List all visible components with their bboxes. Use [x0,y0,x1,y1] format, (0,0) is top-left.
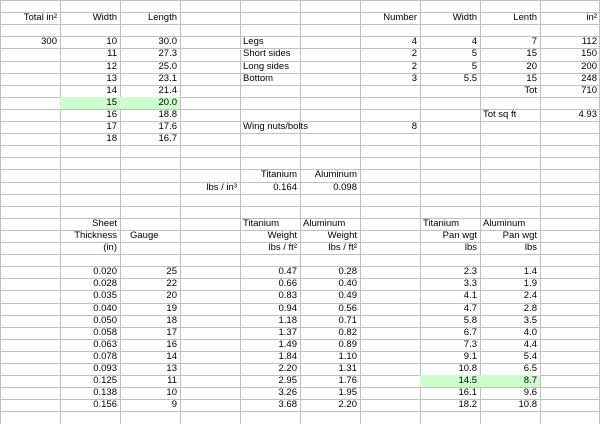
gauge-cell[interactable]: 13 [166,363,177,374]
al-weight-cell[interactable]: 1.95 [338,387,357,398]
ti-pan-cell[interactable]: 4.7 [463,303,477,314]
width-cell[interactable]: 13 [106,73,117,84]
ti-weight-cell[interactable]: 0.66 [278,278,297,289]
ti-weight-cell[interactable]: 2.20 [278,363,297,374]
thickness-cell[interactable]: 0.063 [93,339,117,350]
aluminum-weight-header-line[interactable]: Weight [327,230,357,241]
ti-pan-cell[interactable]: 14.5 [420,375,480,387]
width-cell[interactable]: 14 [106,85,117,96]
lenth-header[interactable]: Lenth [513,12,537,23]
sheet-thickness-header-line[interactable]: (in) [103,242,117,253]
width-cell[interactable]: 15 [60,97,120,109]
density-aluminum-header[interactable]: Aluminum [314,169,357,180]
gauge-cell[interactable]: 20 [166,290,177,301]
aluminum-pan-header-line[interactable]: Pan wgt [502,230,537,241]
density-titanium-header[interactable]: Titanium [260,169,297,180]
thickness-cell[interactable]: 0.020 [93,266,117,277]
part-width[interactable]: 5.5 [463,73,477,84]
part-area[interactable]: 200 [581,61,597,72]
al-weight-cell[interactable]: 1.10 [338,351,357,362]
part-width[interactable]: 4 [471,36,477,47]
al-pan-cell[interactable]: 2.4 [523,290,537,301]
al-weight-cell[interactable]: 1.76 [338,375,357,386]
part-number[interactable]: 4 [411,36,417,47]
part-name[interactable]: Bottom [243,73,274,84]
al-weight-cell[interactable]: 0.56 [338,303,357,314]
gauge-cell[interactable]: 18 [166,315,177,326]
length-cell[interactable]: 30.0 [158,36,177,47]
density-titanium-value[interactable]: 0.164 [273,182,297,193]
density-units-label[interactable]: lbs / in³ [206,182,237,193]
length-cell[interactable]: 25.0 [158,61,177,72]
al-pan-cell[interactable]: 9.6 [523,387,537,398]
ti-weight-cell[interactable]: 1.84 [278,351,297,362]
ti-pan-cell[interactable]: 18.2 [458,399,477,410]
ti-pan-cell[interactable]: 4.1 [463,290,477,301]
al-pan-cell[interactable]: 10.8 [518,399,537,410]
al-weight-cell[interactable]: 0.28 [338,266,357,277]
part-area[interactable]: 150 [581,48,597,59]
thickness-cell[interactable]: 0.156 [93,399,117,410]
gauge-cell[interactable]: 14 [166,351,177,362]
ti-weight-cell[interactable]: 1.49 [278,339,297,350]
part-name[interactable]: Legs [243,36,264,47]
al-weight-cell[interactable]: 0.40 [338,278,357,289]
width-cell[interactable]: 12 [106,61,117,72]
ti-pan-cell[interactable]: 16.1 [458,387,477,398]
al-pan-cell[interactable]: 3.5 [523,315,537,326]
total-value[interactable]: 300 [41,36,57,47]
thickness-cell[interactable]: 0.138 [93,387,117,398]
thickness-cell[interactable]: 0.028 [93,278,117,289]
ti-weight-cell[interactable]: 0.94 [278,303,297,314]
length-cell[interactable]: 17.6 [158,121,177,132]
number-header[interactable]: Number [383,12,417,23]
ti-pan-cell[interactable]: 2.3 [463,266,477,277]
length-cell[interactable]: 18.8 [158,109,177,120]
gauge-cell[interactable]: 25 [166,266,177,277]
al-pan-cell[interactable]: 6.5 [523,363,537,374]
ti-pan-cell[interactable]: 10.8 [458,363,477,374]
gauge-cell[interactable]: 22 [166,278,177,289]
wing-nuts-label[interactable]: Wing nuts/bolts [243,121,308,132]
length-cell[interactable]: 16.7 [158,133,177,144]
thickness-cell[interactable]: 0.035 [93,290,117,301]
width-cell[interactable]: 16 [106,109,117,120]
ti-weight-cell[interactable]: 1.37 [278,327,297,338]
aluminum-weight-header-line[interactable]: lbs / ft² [328,242,357,253]
aluminum-pan-header-line[interactable]: Aluminum [483,218,526,229]
area-header-text: in² [586,12,597,23]
length-cell[interactable]: 20.0 [120,97,180,109]
part-length[interactable]: 7 [531,36,537,47]
area-header[interactable] [540,12,600,24]
part-name[interactable]: Long sides [243,61,289,72]
al-weight-cell[interactable]: 0.49 [338,290,357,301]
gauge-header[interactable]: Gauge [130,230,159,241]
part-area[interactable]: 112 [581,36,597,47]
titanium-pan-header-line[interactable]: lbs [464,242,477,253]
ti-pan-cell[interactable]: 3.3 [463,278,477,289]
length-header[interactable]: Length [147,12,177,23]
thickness-cell[interactable]: 0.050 [93,315,117,326]
al-weight-cell[interactable]: 0.82 [338,327,357,338]
wing-nuts-value[interactable]: 8 [411,121,417,132]
gauge-cell[interactable]: 9 [171,399,177,410]
ti-pan-cell[interactable]: 5.8 [463,315,477,326]
ti-pan-cell[interactable]: 6.7 [463,327,477,338]
al-pan-cell[interactable]: 1.9 [523,278,537,289]
al-pan-cell[interactable]: 2.8 [523,303,537,314]
parts-width-header[interactable]: Width [452,12,477,23]
thickness-cell[interactable]: 0.093 [93,363,117,374]
gauge-cell[interactable]: 19 [166,303,177,314]
width-cell[interactable]: 17 [106,121,117,132]
ti-weight-cell[interactable]: 2.95 [278,375,297,386]
titanium-weight-header-line[interactable]: Titanium [243,218,280,229]
part-number[interactable]: 3 [411,73,417,84]
ti-pan-cell[interactable]: 7.3 [463,339,477,350]
tot-sqft-label[interactable]: Tot sq ft [483,109,517,120]
gauge-cell[interactable]: 11 [167,375,177,386]
density-aluminum-value[interactable]: 0.098 [333,182,357,193]
al-weight-cell[interactable]: 0.71 [338,315,357,326]
part-length[interactable]: 15 [526,48,537,59]
part-number[interactable]: 2 [411,48,417,59]
ti-weight-cell[interactable]: 0.83 [278,290,297,301]
ti-weight-cell[interactable]: 0.47 [278,266,297,277]
al-pan-cell[interactable]: 8.7 [480,375,540,387]
part-length[interactable]: 20 [526,61,537,72]
titanium-pan-header-line[interactable]: Titanium [423,218,460,229]
part-area[interactable]: 248 [581,73,597,84]
aluminum-pan-header-line[interactable]: lbs [524,242,537,253]
al-pan-cell[interactable]: 4.4 [523,339,537,350]
thickness-cell[interactable]: 0.040 [93,303,117,314]
tot-value[interactable]: 710 [581,85,597,96]
tot-sqft-value[interactable]: 4.93 [578,109,597,120]
thickness-cell[interactable]: 0.125 [93,375,117,386]
titanium-weight-header-line[interactable]: Weight [267,230,297,241]
al-weight-cell[interactable]: 1.31 [338,363,357,374]
gauge-cell[interactable]: 17 [166,327,177,338]
thickness-cell[interactable]: 0.078 [93,351,117,362]
titanium-weight-header-line[interactable]: lbs / ft² [268,242,297,253]
al-weight-cell[interactable]: 0.89 [338,339,357,350]
part-length[interactable]: 15 [526,73,537,84]
part-width[interactable]: 5 [471,48,477,59]
ti-weight-cell[interactable]: 1.18 [278,315,297,326]
sheet-thickness-header-line[interactable]: Thickness [74,230,117,241]
al-pan-cell[interactable]: 4.0 [523,327,537,338]
titanium-pan-header-line[interactable]: Pan wgt [442,230,477,241]
part-name[interactable]: Short sides [243,48,291,59]
ti-weight-cell[interactable]: 3.68 [278,399,297,410]
sheet-thickness-header-line[interactable]: Sheet [92,218,117,229]
thickness-cell[interactable]: 0.058 [93,327,117,338]
width-cell[interactable]: 18 [106,133,117,144]
aluminum-weight-header-line[interactable]: Aluminum [303,218,346,229]
part-number[interactable]: 2 [411,61,417,72]
al-weight-cell[interactable]: 2.20 [338,399,357,410]
al-pan-cell[interactable]: 1.4 [523,266,537,277]
ti-pan-cell[interactable]: 9.1 [463,351,477,362]
length-cell[interactable]: 23.1 [158,73,177,84]
width-cell[interactable]: 11 [107,48,117,59]
width-header[interactable]: Width [92,12,117,23]
tot-label[interactable]: Tot [524,85,537,96]
width-cell[interactable]: 10 [106,36,117,47]
length-cell[interactable]: 27.3 [158,48,177,59]
ti-weight-cell[interactable]: 3.26 [278,387,297,398]
part-width[interactable]: 5 [471,61,477,72]
total-label[interactable]: Total in² [23,12,57,23]
gauge-cell[interactable]: 10 [166,387,177,398]
al-pan-cell[interactable]: 5.4 [523,351,537,362]
gauge-cell[interactable]: 16 [166,339,177,350]
length-cell[interactable]: 21.4 [158,85,177,96]
